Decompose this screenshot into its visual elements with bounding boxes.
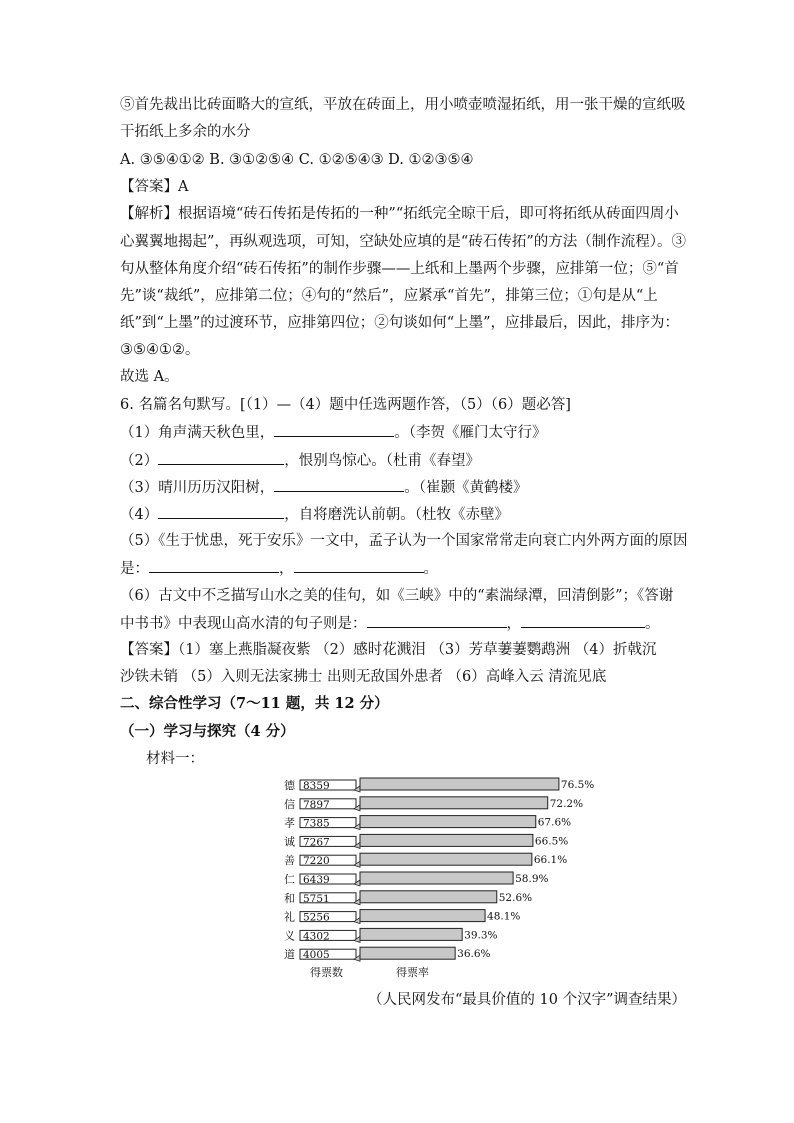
x-axis-label-count: 得票数 [310,966,343,979]
q6-item-1-pre: （1）角声满天秋色里， [120,425,275,441]
answer-line: 【答案】A [120,179,189,195]
analysis-line-7: 故选 A。 [120,369,179,385]
comma: ， [506,616,521,632]
q6-item-3-pre: （3）晴川历历汉阳树， [120,480,275,496]
q6-item-6-pre: 中书书》中表现山高水清的句子则是： [120,616,367,632]
rate-label: 66.5% [534,835,569,848]
period: 。 [423,561,438,577]
rate-bar [360,891,497,903]
rate-label: 76.5% [560,779,595,791]
category-label: 善 [284,854,295,868]
q6-item-2-pre: （2） [120,453,159,469]
line-step5-cont: 干拓纸上多余的水分 [120,124,251,140]
count-label: 8359 [303,780,330,792]
rate-label: 52.6% [498,891,533,904]
rate-bar [360,910,485,922]
category-label: 诚 [284,835,295,849]
rate-bar [360,853,532,865]
rate-bar [360,947,455,959]
category-label: 道 [284,948,295,962]
count-label: 7220 [303,855,330,868]
rate-label: 72.2% [549,797,584,810]
rate-bar [360,834,533,846]
rate-bar [360,797,548,809]
category-label: 孝 [284,816,295,830]
period: 。 [645,616,660,632]
q6-item-3 [120,477,527,498]
answer-6-line-2: 沙铁未销 （5）入则无法家拂士 出则无敌国外患者 （6）高峰入云 清流见底 [120,669,607,685]
count-label: 6439 [303,874,330,886]
answer-blank[interactable] [521,613,645,628]
analysis-line-1: 【解析】根据语境“砖石传拓是传拓的一种”“拓纸完全晾干后，即可将拓纸从砖面四周小 [120,206,679,222]
x-axis-label-rate: 得票率 [396,966,429,979]
q6-item-4 [120,504,509,525]
rate-label: 58.9% [515,873,549,885]
q6-item-3-post: 。（崔颢《黄鹤楼》 [404,480,528,496]
analysis-line-4: 先”谈“裁纸”，应排第二位；④句的“然后”，应紧承“首先”，排第三位；①句是从“上 [120,288,658,304]
category-label: 信 [284,797,295,811]
rate-label: 66.1% [533,854,568,867]
count-label: 7385 [303,817,330,830]
analysis-line-3: 句从整体角度介绍“砖石传拓”的制作步骤——上纸和上墨两个步骤，应排第一位；⑤“首 [120,261,679,277]
category-label: 仁 [284,873,295,886]
rate-bar [360,872,513,884]
q6-item-6-blanks [120,613,660,634]
q6-item-5-blanks [120,558,438,579]
q6-item-2 [120,450,480,471]
rate-bar [360,816,536,828]
section-2-sub-heading: （一）学习与探究（4 分） [120,723,295,740]
analysis-line-6: ③⑤④①②。 [120,342,200,358]
q6-item-1 [120,422,546,443]
comma: ， [279,561,294,577]
count-label: 4005 [303,949,330,962]
rate-bar [360,928,462,940]
options-line: A. ③⑤④①② B. ③①②⑤④ C. ①②⑤④③ D. ①②③⑤④ [120,152,474,168]
answer-blank[interactable] [274,422,394,437]
rate-label: 48.1% [487,910,521,923]
rate-label: 36.6% [457,948,491,961]
category-label: 礼 [284,910,295,924]
question-6-title: 6. 名篇名句默写。[（1）—（4）题中任选两题作答，（5）（6）题必答] [120,397,571,413]
q6-item-5-pre: 是： [120,561,149,577]
answer-blank[interactable] [367,613,507,628]
answer-blank[interactable] [158,504,284,519]
rate-label: 67.6% [537,816,572,829]
analysis-line-5: 纸”到“上墨”的过渡环节，应排第四位；②句谈如何“上墨”，应排最后，因此，排序为： [120,315,680,331]
answer-blank[interactable] [158,450,284,465]
line-step5: ⑤首先裁出比砖面略大的宣纸，平放在砖面上，用小喷壶喷湿拓纸，用一张干燥的宣纸吸 [120,97,686,113]
answer-6-line-1: 【答案】（1）塞上燕脂凝夜紫 （2）感时花溅泪 （3）芳草萋萋鹦鹉洲 （4）折戟沉 [120,642,657,658]
count-label: 5751 [303,892,330,905]
answer-blank[interactable] [294,558,424,573]
q6-item-1-post: 。（李贺《雁门太守行》 [394,425,547,441]
q6-item-5: （5）《生于忧患，死于安乐》一文中，孟子认为一个国家常常走向衰亡内外两方面的原因 [120,533,688,549]
material-label: 材料一： [146,751,204,767]
category-label: 德 [284,779,295,792]
section-2-heading: 二、综合性学习（7～11 题，共 12 分） [120,695,389,712]
q6-item-4-pre: （4） [120,507,159,523]
count-label: 7897 [303,798,330,811]
count-label: 7267 [303,836,330,849]
analysis-line-2: 心翼翼地揭起”，再纵观选项，可知，空缺处应填的是“砖石传拓”的方法（制作流程）。③ [120,234,686,250]
rate-label: 39.3% [464,929,498,942]
q6-item-4-post: ，自将磨洗认前朝。（杜牧《赤壁》 [284,507,509,523]
answer-blank[interactable] [149,558,279,573]
answer-blank[interactable] [274,477,404,492]
category-label: 义 [284,929,295,943]
vote-bar-chart [280,774,595,979]
q6-item-6: （6）古文中不乏描写山水之美的佳句，如《三峡》中的“素湍绿潭，回清倒影”；《答谢 [120,588,674,604]
chart-caption: （人民网发布“最具价值的 10 个汉字”调查结果） [368,992,686,1008]
count-label: 5256 [303,911,330,924]
q6-item-2-post: ，恨别鸟惊心。（杜甫《春望》 [284,453,480,469]
rate-bar [360,778,559,790]
count-label: 4302 [303,930,330,943]
category-label: 和 [284,891,295,905]
